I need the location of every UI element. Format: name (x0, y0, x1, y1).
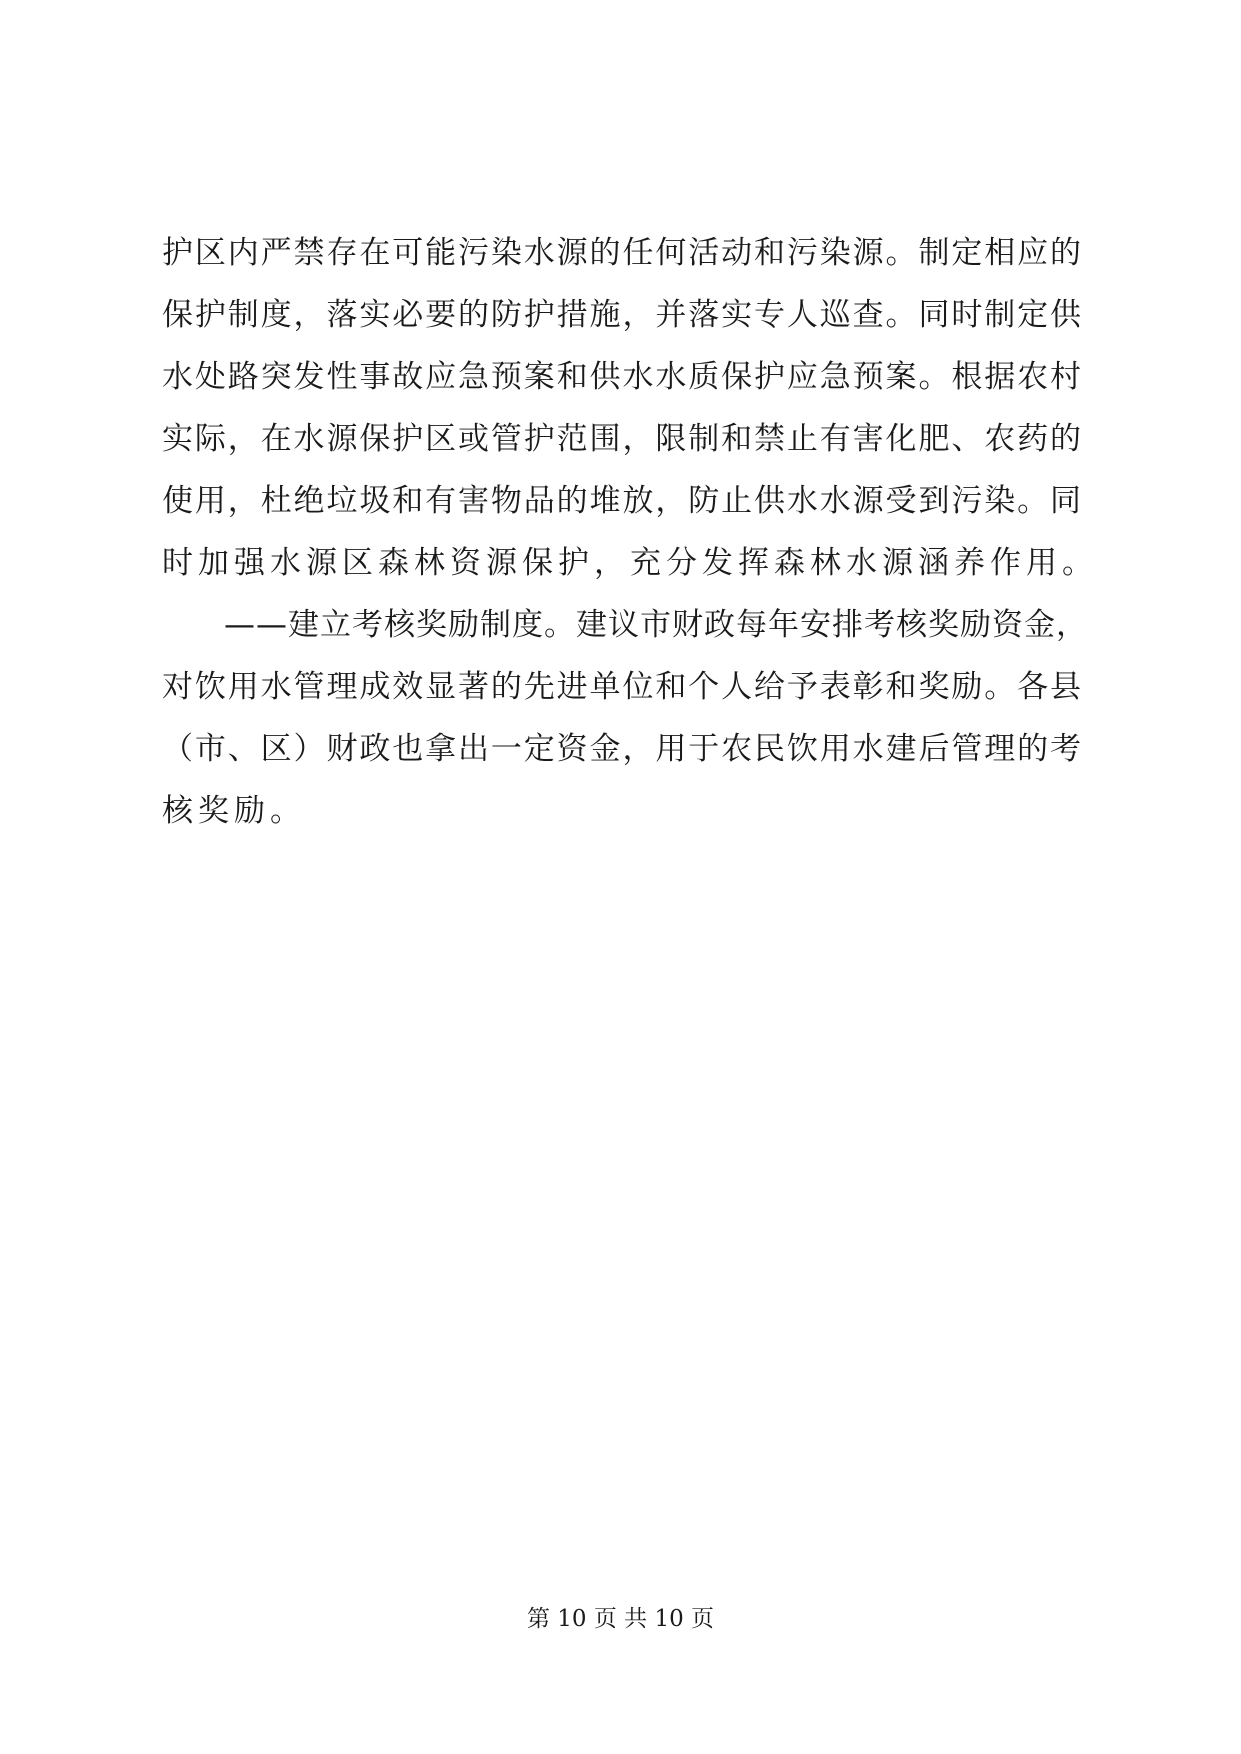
page-number-footer: 第 10 页 共 10 页 (526, 1606, 715, 1632)
paragraph-water-source-protection (162, 222, 1098, 594)
text-line: ——建立考核奖励制度。建议市财政每年安排考核奖励资金， (224, 607, 1088, 643)
text-line: 核奖励。 (162, 793, 306, 829)
text-line: 时加强水源区森林资源保护，充分发挥森林水源涵养作用。 (162, 545, 1098, 581)
text-line: 水处路突发性事故应急预案和供水水质保护应急预案。根据农村 (162, 359, 1082, 395)
text-line: （市、区）财政也拿出一定资金，用于农民饮用水建后管理的考 (162, 731, 1082, 767)
text-line: 使用，杜绝垃圾和有害物品的堆放，防止供水水源受到污染。同 (162, 483, 1082, 519)
document-body (162, 222, 1098, 842)
text-line: 保护制度，落实必要的防护措施，并落实专人巡查。同时制定供 (162, 297, 1082, 333)
text-line: 护区内严禁存在可能污染水源的任何活动和污染源。制定相应的 (162, 235, 1082, 271)
paragraph-assessment-reward (162, 594, 1088, 842)
text-line: 实际，在水源保护区或管护范围，限制和禁止有害化肥、农药的 (162, 421, 1082, 457)
text-line: 对饮用水管理成效显著的先进单位和个人给予表彰和奖励。各县 (162, 669, 1082, 705)
